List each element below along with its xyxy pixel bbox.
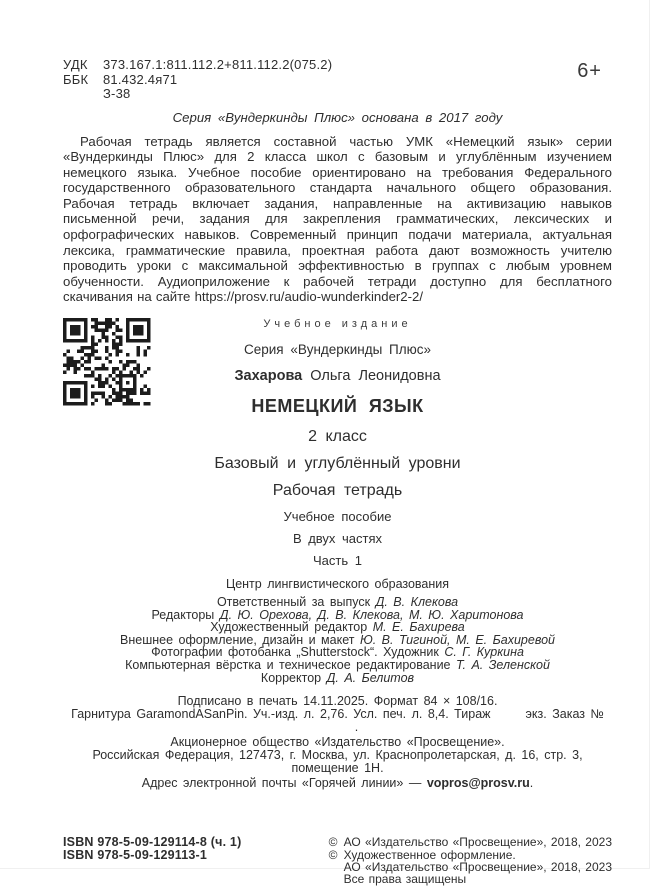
author-surname: Захарова bbox=[234, 368, 303, 385]
credit-role: Ответственный за выпуск bbox=[216, 595, 371, 610]
udk-label: УДК bbox=[63, 57, 88, 72]
credit-names: Д. В. Клекова bbox=[375, 595, 459, 610]
series-title: Серия «Вундеркинды Плюс» bbox=[243, 342, 432, 358]
imprint-block bbox=[63, 695, 612, 790]
codes-block bbox=[63, 58, 332, 102]
author-sign: З-38 bbox=[103, 86, 131, 101]
credit-names: Ю. В. Тигиной, М. Е. Бахиревой bbox=[359, 632, 555, 647]
credit-role: Корректор bbox=[260, 670, 322, 685]
levels-line: Базовый и углублённый уровни bbox=[214, 455, 461, 473]
copyright-text: АО «Издательство «Просвещение», 2018, 2023 bbox=[343, 835, 612, 850]
typeface-line bbox=[63, 708, 612, 734]
isbn-line-2: ISBN 978-5-09-129113-1 bbox=[63, 847, 208, 862]
annotation-text: Рабочая тетрадь является составной частью УМК «Немецкий язык» серии «Вундеркинды Плюс» для 2 класса школ с базовым и углублённым изучением немецкого языка. Учебное пособие ориентировано на требования Федерального государственного образовательного стандарта начального общего образования. Рабочая тетрадь включает задания, направленные на активизацию навыков письменной речи, задания для закрепления грамматических, лексических и орфографических навыков. Современный принцип подачи материала, актуальная лексика, грамматические правила, проектная работа дают возможность учителю проводить уроки с максимальной эффективностью в группах с любым уровнем обученности. Аудиоприложение к рабочей тетради доступно для бесплатного скачивания на сайте bbox=[63, 133, 612, 305]
series-note: Серия «Вундеркинды Плюс» основана в 2017 году bbox=[172, 109, 503, 125]
classification-block bbox=[63, 58, 612, 102]
subtitle-line: Рабочая тетрадь bbox=[272, 482, 403, 500]
credit-role: Художественный редактор bbox=[210, 620, 368, 635]
credit-names: Т. А. Зеленской bbox=[456, 658, 550, 672]
credit-role: Компьютерная вёрстка и техническое редактирование bbox=[125, 658, 451, 672]
credit-names: Д. Ю. Орехова, Д. В. Клекова, М. Ю. Харитонова bbox=[219, 607, 524, 622]
author-sign-spacer bbox=[63, 87, 103, 102]
title-section bbox=[63, 318, 612, 684]
hotline-email: vopros@prosv.ru bbox=[426, 776, 530, 791]
copyright-mark bbox=[329, 861, 344, 873]
copyright-block bbox=[329, 836, 612, 886]
print-date-line: Подписано в печать 14.11.2025. Формат 84 × 108/16. bbox=[177, 694, 498, 709]
copyright-row bbox=[329, 836, 612, 848]
copyright-text: Все права защищены bbox=[343, 872, 467, 886]
part-number: Часть 1 bbox=[313, 553, 362, 569]
grade-line: 2 класс bbox=[308, 428, 367, 446]
credit-role: Редакторы bbox=[151, 607, 215, 622]
copyright-mark: © bbox=[328, 847, 338, 862]
typeface-text: Гарнитура GaramondASanPin. Уч.-изд. л. 2,76. Усл. печ. л. 8,4. Тираж bbox=[71, 707, 491, 722]
isbn-block bbox=[63, 836, 241, 862]
copyright-text: АО «Издательство «Просвещение», 2018, 2023 bbox=[343, 860, 612, 874]
footer-block bbox=[63, 836, 612, 886]
copyright-row bbox=[329, 861, 612, 873]
credit-row bbox=[63, 672, 612, 685]
audio-url: https://prosv.ru/audio-wunderkinder2-2/ bbox=[194, 289, 424, 305]
credit-names: С. Г. Куркина bbox=[444, 645, 524, 660]
credit-role: Фотографии фотобанка „Shutterstock“. Художник bbox=[151, 645, 439, 660]
linguistic-center: Центр лингвистического образования bbox=[225, 577, 450, 592]
udk-row bbox=[63, 58, 332, 73]
copyright-text: Художественное оформление. bbox=[343, 847, 516, 862]
isbn-line-1: ISBN 978-5-09-129114-8 (ч. 1) bbox=[63, 835, 242, 850]
copyright-mark bbox=[329, 873, 344, 885]
hotline-suffix: . bbox=[529, 776, 534, 791]
annotation-paragraph bbox=[63, 134, 612, 306]
book-title: НЕМЕЦКИЙ ЯЗЫК bbox=[251, 396, 424, 417]
qr-code bbox=[63, 318, 151, 406]
credit-names: Д. А. Белитов bbox=[326, 670, 415, 685]
hotline-prefix: Адрес электронной почты «Горячей линии» — bbox=[141, 776, 427, 791]
order-label: экз. Заказ № bbox=[525, 707, 604, 722]
parts-line: В двух частях bbox=[292, 531, 383, 547]
hotline-line bbox=[63, 777, 612, 790]
author-sign-row bbox=[63, 87, 332, 102]
age-rating-badge: 6+ bbox=[577, 60, 602, 82]
bbk-row bbox=[63, 73, 332, 88]
copyright-mark: © bbox=[328, 835, 338, 850]
bbk-value: 81.432.4я71 bbox=[103, 71, 178, 87]
publisher-name: Акционерное общество «Издательство «Просвещение». bbox=[170, 735, 505, 750]
bbk-label: ББК bbox=[63, 71, 89, 87]
edition-kind: Учебное пособие bbox=[283, 509, 392, 525]
order-period: . bbox=[354, 720, 359, 735]
author-given-name: Ольга Леонидовна bbox=[310, 368, 441, 385]
publisher-address: Российская Федерация, 127473, г. Москва, ул. Краснопролетарская, д. 16, стр. 3, помещение 1Н. bbox=[92, 748, 583, 776]
copyright-row bbox=[329, 873, 612, 885]
credit-role: Внешнее оформление, дизайн и макет bbox=[120, 632, 355, 647]
edition-type: Учебное издание bbox=[263, 318, 412, 331]
credit-names: М. Е. Бахирева bbox=[372, 620, 465, 635]
udk-value: 373.167.1:811.112.2+811.112.2(075.2) bbox=[103, 57, 333, 72]
credits-block bbox=[63, 596, 612, 684]
